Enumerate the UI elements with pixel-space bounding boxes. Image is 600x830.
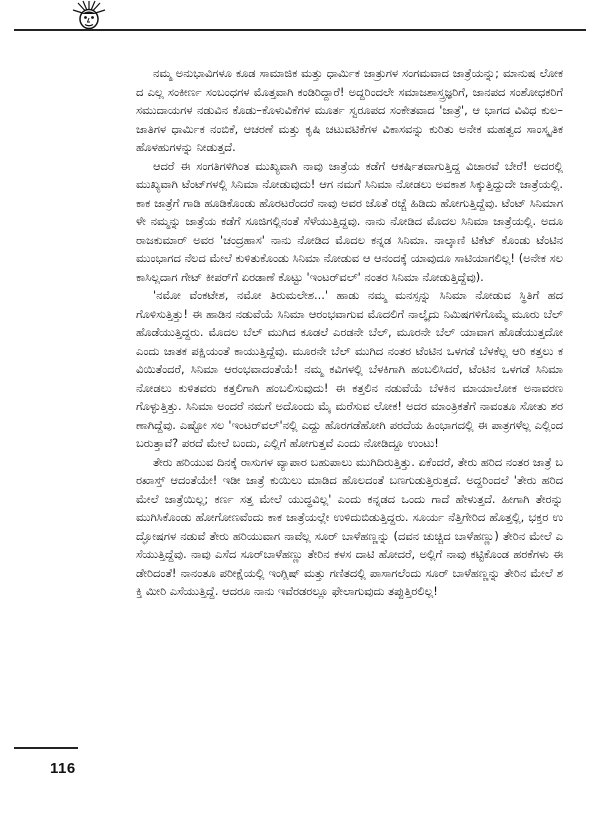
paragraph-3: 'ನಮೋ ವೆಂಕಟೇಶ, ನಮೋ ತಿರುಮಲೇಶ...' ಹಾಡು ನಮ್ಮ ಮನಸ್ಸನ್ನು ಸಿನಿಮಾ ನೋಡುವ ಸ್ಥಿತಿಗೆ ಹದಗೊಳಿಸುತ್ತಿತ್ತು! ಈ ಹಾಡಿನ ನಡುವೆಯೆ ಸಿನಿಮಾ ಆರಂಭವಾಗುವ ಮೊದಲಿಗೆ ನಾಲ್ಕೈದು ನಿಮಿಷಗಳಿಗೊಮ್ಮೆ ಮೂರು ಬೆಲ್ ಹೊಡೆಯುತ್ತಿದ್ದರು. ಮೊದಲ ಬೆಲ್ ಮುಗಿದ ಕೂಡಲೆ ಎರಡನೇ ಬೆಲ್, ಮೂರನೇ ಬೆಲ್ ಯಾವಾಗ ಹೊಡೆಯುತ್ತದೋ ಎಂದು ಚಾತಕ ಪಕ್ಷಿಯಂತೆ ಕಾಯುತ್ತಿದ್ದೆವು. ಮೂರನೇ ಬೆಲ್ ಮುಗಿದ ನಂತರ ಟೆಂಟಿನ ಒಳಗಡೆ ಬೆಳಕೆಲ್ಲ ಆರಿ ಕತ್ತಲು ಕವಿಯಿತೆಂದರೆ, ಸಿನಿಮಾ ಆರಂಭವಾದಂತೆಯೆ! ನಮ್ಮ ಕವಿಗಳಲ್ಲಿ ಬೆಳಕಿಗಾಗಿ ಹಂಬಲಿಸಿದರೆ, ಟೆಂಟಿನ ಒಳಗಡೆ ಸಿನಿಮಾ ನೋಡಲು ಕುಳಿತವರು ಕತ್ತಲಿಗಾಗಿ ಹಂಬಲಿಸುವುದು! ಈ ಕತ್ತಲಿನ ನಡುವೆಯೆ ಬೆಳಕಿನ ಮಾಯಾಲೋಕ ಅನಾವರಣಗೊಳ್ಳುತ್ತಿತ್ತು. ಸಿನಿಮಾ ಅಂದರೆ ನಮಗೆ ಅದೊಂದು ಮೈ ಮರೆಸುವ ಲೋಕ! ಅದರ ಮಾಂತ್ರಿಕತೆಗೆ ನಾವಂತೂ ಸೋತು ಶರಣಾಗಿದ್ದೆವು. ಎಷ್ಟೋ ಸಲ 'ಇಂಟರ್‌ವಲ್'ನಲ್ಲಿ ಎದ್ದು ಹೊರಗಡೆಹೋಗಿ ಪರದೆಯ ಹಿಂಭಾಗದಲ್ಲಿ ಈ ಪಾತ್ರಗಳೆಲ್ಲ ಎಲ್ಲಿಂದ ಬರುತ್ತಾವೆ? ಪರದೆ ಮೇಲೆ ಬಂದು, ಎಲ್ಲಿಗೆ ಹೋಗುತ್ತವೆ ಎಂದು ನೋಡಿದ್ದೂ ಉಂಟು! [136,288,563,450]
body-text [136,64,563,601]
cartoon-face-sunburst-icon [70,0,108,30]
footer-rule [14,747,78,749]
page-number: 116 [50,760,76,777]
paragraph-4: ತೇರು ಹರಿಯುವ ದಿನಕ್ಕೆ ರಾಸುಗಳ ವ್ಯಾಪಾರ ಬಹುಪಾಲು ಮುಗಿದಿರುತ್ತಿತ್ತು. ಏಕೆಂದರೆ, ತೇರು ಹರಿದ ನಂತರ ಜಾತ್ರೆ ಬರಖಾಸ್ತ್ ಆದಂತೆಯೇ! ಇಡೀ ಜಾತ್ರೆ ಕುಯಿಲು ಮಾಡಿದ ಹೊಲದಂತೆ ಬಣಗುಡುತ್ತಿರುತ್ತದೆ. ಅದ್ದರಿಂದಲೆ 'ತೇರು ಹರಿದ ಮೇಲೆ ಜಾತ್ರೆಯಿಲ್ಲ; ಕರ್ಣ ಸತ್ತ ಮೇಲೆ ಯುದ್ಧವಿಲ್ಲ' ಎಂದು ಕನ್ನಡದ ಒಂದು ಗಾದೆ ಹೇಳುತ್ತದೆ. ಹೀಗಾಗಿ ತೇರನ್ನು ಮುಗಿಸಿಕೊಂಡು ಹೋಗೋಣವೆಂದು ಕಾಕ ಜಾತ್ರೆಯಲ್ಲೇ ಉಳಿದುಬಿಡುತ್ತಿದ್ದರು. ಸೂರ್ಯ ನೆತ್ತಿಗೇರಿದ ಹೊತ್ತಲ್ಲಿ, ಭಕ್ತರ ಉದ್ಘೋಷಗಳ ನಡುವೆ ತೇರು ಹರಿಯುವಾಗ ನಾವೆಲ್ಲ ಸೂರ್ ಬಾಳೆಹಣ್ಣನ್ನು (ದವನ ಚುಚ್ಚಿದ ಬಾಳೆಹಣ್ಣು) ತೇರಿನ ಮೇಲೆ ಎಸೆಯುತ್ತಿದ್ದೆವು. ನಾವು ಎಸೆದ ಸೂರ್‌ಬಾಳೆಹಣ್ಣು ತೇರಿನ ಕಳಸ ದಾಟಿ ಹೋದರೆ, ಅಲ್ಲಿಗೆ ನಾವು ಕಟ್ಟಿಕೊಂಡ ಹರಕೆಗಳು ಈಡೇರಿದಂತೆ! ನಾನಂತೂ ಪರೀಕ್ಷೆಯಲ್ಲಿ ಇಂಗ್ಲಿಷ್ ಮತ್ತು ಗಣಿತದಲ್ಲಿ ಪಾಸಾಗಲೆಂದು ಸೂರ್ ಬಾಳೆಹಣ್ಣನ್ನು ತೇರಿನ ಮೇಲೆ ಶಕ್ತಿ ಮೀರಿ ಎಸೆಯುತ್ತಿದ್ದೆ. ಆದರೂ ನಾನು ಇವೆರಡರಲ್ಲೂ ಫೇಲಾಗುವುದು ತಪ್ಪುತ್ತಿರಲಿಲ್ಲ! [136,454,563,598]
paragraph-2: ಆದರೆ ಈ ಸಂಗತಿಗಳಿಗಿಂತ ಮುಖ್ಯವಾಗಿ ನಾವು ಜಾತ್ರೆಯ ಕಡೆಗೆ ಆಕರ್ಷಿತವಾಗುತ್ತಿದ್ದ ವಿಚಾರವೆ ಬೇರೆ! ಅದರಲ್ಲಿ ಮುಖ್ಯವಾಗಿ ಟೆಂಟ್‌ಗಳಲ್ಲಿ ಸಿನಿಮಾ ನೋಡುವುದು! ಆಗ ನಮಗೆ ಸಿನಿಮಾ ನೋಡಲು ಅವಕಾಶ ಸಿಕ್ಕುತ್ತಿದ್ದುದೇ ಜಾತ್ರೆಯಲ್ಲಿ. ಕಾಕ ಜಾತ್ರೆಗೆ ಗಾಡಿ ಹೂಡಿಕೊಂಡು ಹೊರಟರೆಂದರೆ ನಾವು ಅವರ ಜೊತೆ ರಚ್ಚೆ ಹಿಡಿದು ಹೋಗುತ್ತಿದ್ದೆವು. ಟೆಂಟ್ ಸಿನಿಮಾಗಳೇ ನಮ್ಮನ್ನು ಜಾತ್ರೆಯ ಕಡೆಗೆ ಸೂಜಿಗಲ್ಲಿನಂತೆ ಸೆಳೆಯುತ್ತಿದ್ದವು. ನಾನು ನೋಡಿದ ಮೊದಲ ಸಿನಿಮಾ ಜಾತ್ರೆಯಲ್ಲಿ. ಅದೂ ರಾಜಕುಮಾರ್ ಅವರ 'ಚಂದ್ರಹಾಸ' ನಾನು ನೋಡಿದ ಮೊದಲ ಕನ್ನಡ ಸಿನಿಮಾ. ನಾಲ್ಕಾಣಿ ಟಿಕೆಟ್ ಕೊಂಡು ಟೆಂಟಿನ ಮುಂಭಾಗದ ನೆಲದ ಮೇಲೆ ಕುಳಿತುಕೊಂಡು ಸಿನಿಮಾ ನೋಡುವ ಆ ಆನಂದಕ್ಕೆ ಯಾವುದೂ ಸಾಟಿಯಾಗಲಿಲ್ಲ! (ಅನೇಕ ಸಲ ಕಾಸಿಲ್ಲದಾಗ ಗೇಟ್ ಕೀಪರ್‌ಗೆ ಏರಡಾಣೆ ಕೊಟ್ಟು 'ಇಂಟರ್‌ವಲ್' ನಂತರ ಸಿನಿಮಾ ನೋಡುತ್ತಿದ್ದೆವು). [136,158,563,284]
paragraph-1: ನಮ್ಮ ಅನುಭಾವಿಗಳೂ ಕೂಡ ಸಾಮಾಜಿಕ ಮತ್ತು ಧಾರ್ಮಿಕ ಜಾತ್ರುಗಳ ಸಂಗಮವಾದ ಜಾತ್ರೆಯನ್ನು; ಮಾನುಷ ಲೋಕದ ಎಲ್ಲ ಸಂಕೀರ್ಣ ಸಂಬಂಧಗಳ ಮೊತ್ತವಾಗಿ ಕಂಡಿರಿದ್ದಾರೆ! ಅದ್ದರಿಂದಲೇ ಸಮಾಜಶಾಸ್ತ್ರಜ್ಞರಿಗೆ, ಜಾನಪದ ಸಂಶೋಧಕರಿಗೆ ಸಮುದಾಯಗಳ ನಡುವಿನ ಕೊಡು–ಕೊಳುವಿಕೆಗಳ ಮೂರ್ತ ಸ್ವರೂಪದ ಸಂಕೇತವಾದ 'ಜಾತ್ರೆ', ಆ ಭಾಗದ ವಿವಿಧ ಕುಲ–ಜಾತಿಗಳ ಧಾರ್ಮಿಕ ನಂಬಿಕೆ, ಆಚರಣೆ ಮತ್ತು ಕೃಷಿ ಚಟುವಟಿಕೆಗಳ ವಿಕಾಸವನ್ನು ಕುರಿತು ಅನೇಕ ಮಹತ್ವದ ಸಾಂಸ್ಕೃತಿಕ ಹೊಳಹುಗಳನ್ನು ನೀಡುತ್ತದೆ. [136,66,564,154]
header-rule [14,29,586,31]
